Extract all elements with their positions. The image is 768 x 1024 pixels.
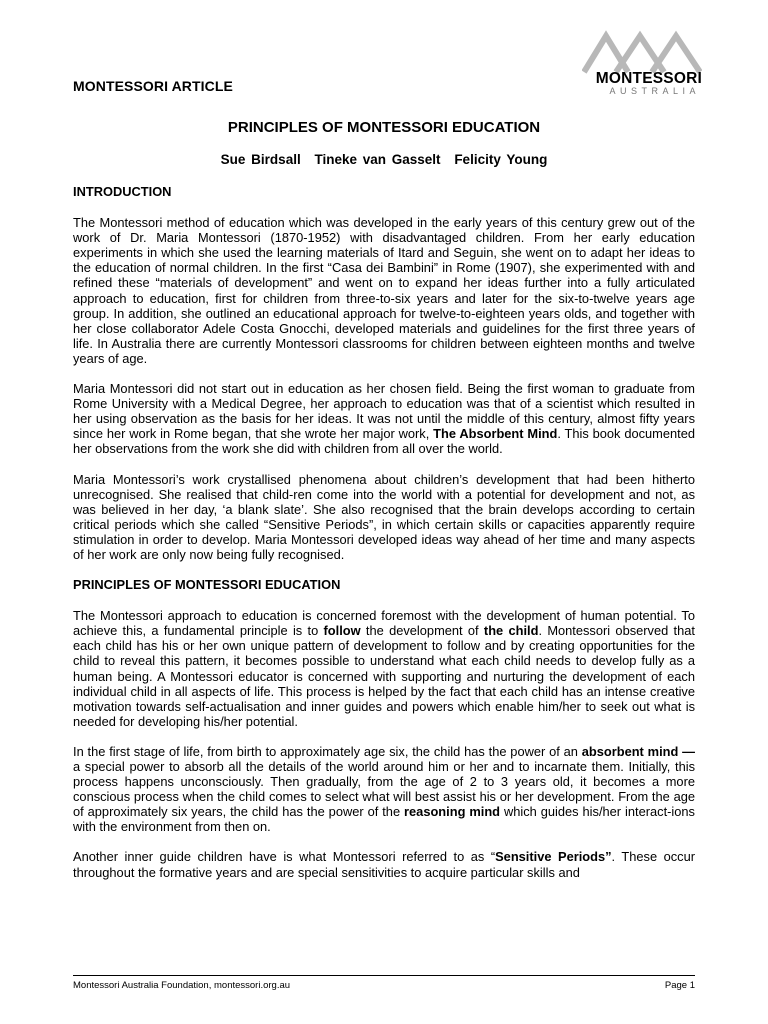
author-name: Felicity Young <box>454 152 548 167</box>
emphasis-text: the child <box>483 623 539 639</box>
paragraph-text: The Montessori method of education which was developed in the early years of this century grew out of the work of Dr. Maria Montessori (1870-1952) with disadvantaged children. From her early education experiments in which she used the learning materials of Itard and Seguin, she went on to adapt her ideas to the education of normal children. In the first “Casa dei Bambini” in Rome (1907), she experimented with and refined these “materials of development” and went on to expand her ideas further into a fully articulated approach to education, first for children from three-to-six years and later for the six-to-twelve years age group. In addition, she outlined an educational approach for twelve-to-eighteen years olds, and together with her close collaborator Adele Costa Gnocchi, developed materials and guidelines for the first three years of life. In Australia there are currently Montessori classrooms for children between eighteen months and twelve years of age. <box>73 215 695 366</box>
montessori-australia-logo <box>572 30 702 100</box>
paragraph-text: In the first stage of life, from birth to approximately age six, the child has the power of an <box>73 743 582 759</box>
paragraph-text: The Montessori approach to education is concerned foremost with the development of human potential. To achieve this, a fundamental principle is to <box>73 608 695 639</box>
paragraph <box>73 472 695 563</box>
section-heading-introduction: INTRODUCTION <box>73 184 172 199</box>
emphasis-text: follow <box>323 623 361 639</box>
footer-divider <box>73 975 695 976</box>
paragraph-text: Another inner guide children have is what Montessori referred to as “ <box>73 849 496 865</box>
author-name: Tineke van Gasselt <box>314 152 441 167</box>
paragraph-text: Maria Montessori’s work crystallised phenomena about children’s development that had been hitherto unrecognised. She realised that child-ren come into the world with a potential for development and not, as was believed in her day, ‘a blank slate’. She also recognised that the brain develops according to certain critical periods which she called “Sensitive Periods”, in which certain skills or capacities apparently require stimulation in order to develop. Maria Montessori developed ideas way ahead of her time and many aspects of her work are only now being fully recognised. <box>73 471 695 562</box>
paragraph-text: the development of <box>360 623 484 639</box>
author-name: Sue Birdsall <box>220 152 301 167</box>
section-heading-principles: PRINCIPLES OF MONTESSORI EDUCATION <box>73 577 341 593</box>
emphasis-text: absorbent mind — <box>581 743 695 759</box>
logo-mark-icon <box>582 30 702 74</box>
paragraph <box>73 381 695 456</box>
paragraph-text: . Montessori observed that each child has his or her own unique pattern of development to follow and by creating opportunities for the child to reveal this pattern, it becomes possible to understand what each child needs to develop fully as a human being. A Montessori educator is concerned with supporting and nurturing the development of each individual child in all aspects of life. This process is helped by the fact that each child has an intense creative motivation towards self-actualisation and inner guides and powers which enable him/her to seek out what is needed for developing his/her potential. <box>73 623 695 729</box>
paragraph <box>73 608 695 729</box>
logo-subtitle: AUSTRALIA <box>609 86 700 96</box>
paragraph-text: a special power to absorb all the details of the world around him or her and to incarnate them. Initially, this process happens unconsciously. Then gradually, from the age of 2 to 3 years old, it becomes a more conscious process when the child comes to select what will best assist his or her development. From the age of approximately six years, the child has the power of the <box>73 759 695 820</box>
emphasis-text: Sensitive Periods” <box>495 849 612 865</box>
article-body <box>73 184 695 895</box>
paragraph-text: which guides his/her interact-ions with the environment from then on. <box>73 804 695 835</box>
book-title: The Absorbent Mind <box>433 426 558 442</box>
footer-source: Montessori Australia Foundation, montessori.org.au <box>73 980 291 991</box>
page-number: Page 1 <box>664 980 695 991</box>
article-title: PRINCIPLES OF MONTESSORI EDUCATION <box>227 119 541 136</box>
logo-wordmark: MONTESSORI <box>595 70 702 87</box>
emphasis-text: reasoning mind <box>404 804 501 820</box>
paragraph-text: Maria Montessori did not start out in education as her chosen field. Being the first woman to graduate from Rome University with a Medical Degree, her approach to education was that of a scientist which resulted in her using observation as the basis for her ideas. It was not until the middle of this century, almost fifty years since her work in Rome began, that she wrote her major work, <box>73 381 695 442</box>
paragraph-text: . These occur throughout the formative years and are special sensitivities to acquire particular skills and <box>73 849 695 880</box>
header-label: MONTESSORI ARTICLE <box>73 78 233 94</box>
paragraph <box>73 744 695 835</box>
author-list <box>0 152 768 167</box>
paragraph-text: . This book documented her observations from the work she did with children from all over the world. <box>73 426 696 457</box>
paragraph <box>73 849 695 879</box>
paragraph <box>73 215 695 366</box>
